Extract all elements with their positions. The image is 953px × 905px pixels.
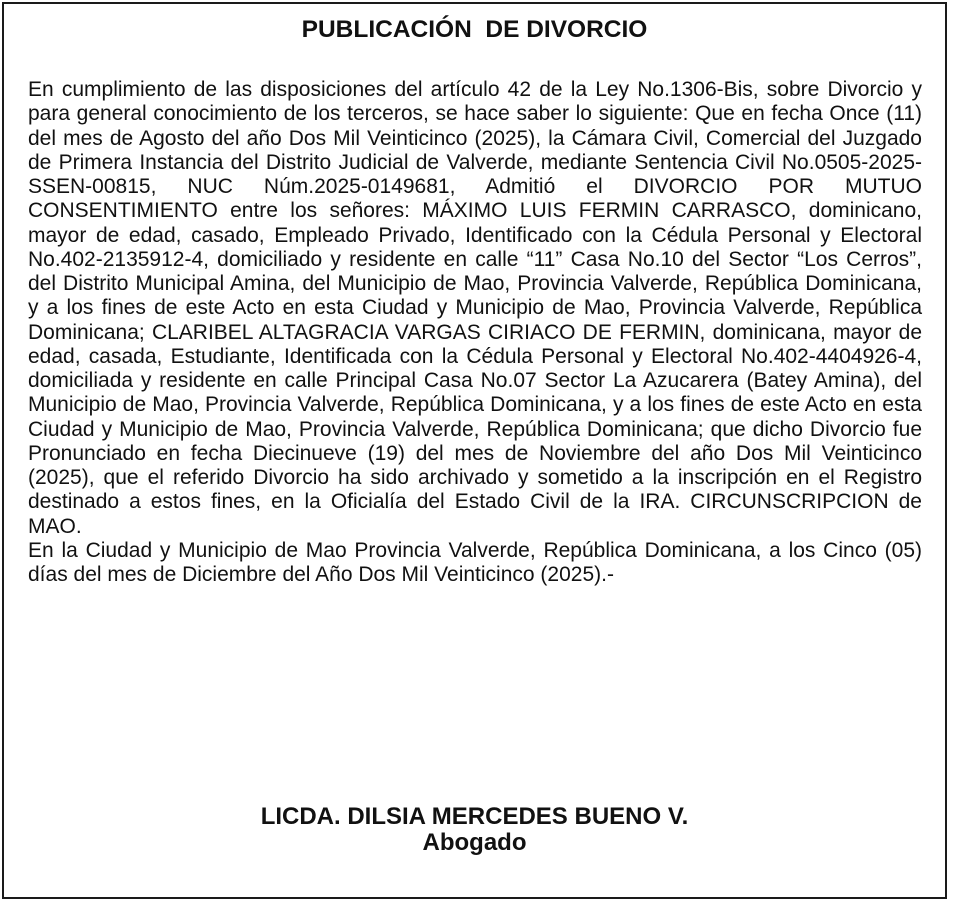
body-paragraph-main: En cumplimiento de las disposiciones del artículo 42 de la Ley No.1306-Bis, sobre Divorcio y para general conocimiento de los terceros, se hace saber lo siguiente: Que en fecha Once (11) del mes de Agosto del año Dos Mil Veinticinco (2025), la Cámara Civil, Comercial del Juzgado de Primera Instancia del Distrito Judicial de Valverde, mediante Sentencia Civil No.0505-2025-SSEN-00815, NUC Núm.2025-0149681, Admitió el DIVORCIO POR MUTUO CONSENTIMIENTO entre los señores: MÁXIMO LUIS FERMIN CARRASCO, dominicano, mayor de edad, casado, Empleado Privado, Identificado con la Cédula Personal y Electoral No.402-2135912-4, domiciliado y residente en calle “11” Casa No.10 del Sector “Los Cerros”, del Distrito Municipal Amina, del Municipio de Mao, Provincia Valverde, República Dominicana, y a los fines de este Acto en esta Ciudad y Municipio de Mao, Provincia Valverde, República Dominicana; CLARIBEL ALTAGRACIA VARGAS CIRIACO DE FERMIN, dominicana, mayor de edad, casada, Estudiante, Identificada con la Cédula Personal y Electoral No.402-4404926-4, domiciliada y residente en calle Principal Casa No.07 Sector La Azucarera (Batey Amina), del Municipio de Mao, Provincia Valverde, República Dominicana, y a los fines de este Acto en esta Ciudad y Municipio de Mao, Provincia Valverde, República Dominicana; que dicho Divorcio fue Pronunciado en fecha Diecinueve (19) del mes de Noviembre del año Dos Mil Veinticinco (2025), que el referido Divorcio ha sido archivado y sometido a la inscripción en el Registro destinado a estos fines, en la Oficialía del Estado Civil de la IRA. CIRCUNSCRIPCION de MAO. (28, 78, 922, 538)
notice-frame (2, 2, 947, 899)
notice-title: PUBLICACIÓN DE DIVORCIO (301, 16, 648, 43)
body-paragraph-closing: En la Ciudad y Municipio de Mao Provincia Valverde, República Dominicana, a los Cinco (05) días del mes de Diciembre del Año Dos Mil Veinticinco (2025).- (28, 538, 922, 586)
signer-name: LICDA. DILSIA MERCEDES BUENO V. (260, 803, 689, 830)
notice-body (28, 78, 922, 587)
signer-title: Abogado (422, 829, 527, 856)
signature-block (4, 803, 945, 855)
